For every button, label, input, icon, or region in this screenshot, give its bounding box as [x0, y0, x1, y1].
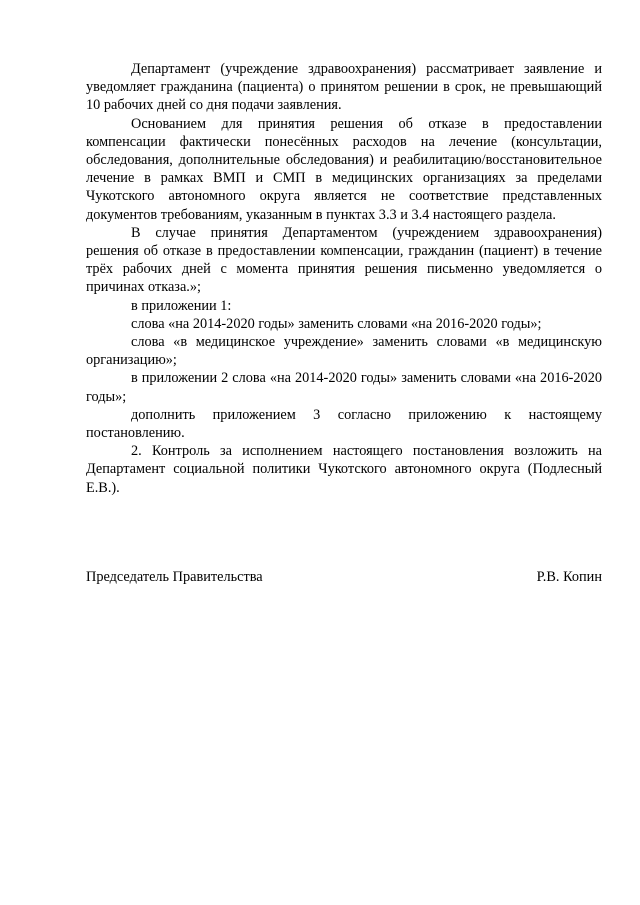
signature-block — [86, 568, 602, 586]
signatory-position: Председатель Правительства — [86, 569, 263, 585]
paragraph-review-term: Департамент (учреждение здравоохранения) рассматривает заявление и уведомляет гражданина (пациента) о принятом решении в срок, не превышающий 10 рабочих дней со дня подачи заявления. — [86, 61, 602, 114]
paragraph-refusal-notice: В случае принятия Департаментом (учреждением здравоохранения) решения об отказе в предоставлении компенсации, гражданин (пациент) в течение трёх рабочих дней с момента принятия решения письменно уведомляется о причинах отказа.»; — [86, 224, 602, 296]
document-body — [86, 60, 602, 497]
paragraph-add-appendix-3: дополнить приложением 3 согласно приложению к настоящему постановлению. — [86, 406, 602, 442]
paragraph-appendix-1-organization: слова «в медицинское учреждение» заменить словами «в медицинскую организацию»; — [86, 334, 602, 369]
paragraph-control: 2. Контроль за исполнением настоящего постановления возложить на Департамент социальной политики Чукотского автономного округа (Подлесный Е.В.). — [86, 443, 602, 496]
paragraph-appendix-2-years: в приложении 2 слова «на 2014-2020 годы» заменить словами «на 2016-2020 годы»; — [86, 370, 602, 405]
paragraph-appendix-1-heading: в приложении 1: — [131, 297, 232, 314]
signatory-name: Р.В. Копин — [536, 569, 602, 585]
paragraph-refusal-grounds: Основанием для принятия решения об отказе в предоставлении компенсации фактически понесённых расходов на лечение (консультации, обследования, дополнительные обследования) и реабилитацию/восстановительное лечение в рамках ВМП и СМП в медицинских организациях за пределами Чукотского автономного округа является не соответствие представленных документов требованиям, указанным в пунктах 3.3 и 3.4 настоящего раздела. — [86, 115, 602, 223]
paragraph-appendix-1-years: слова «на 2014-2020 годы» заменить словами «на 2016-2020 годы»; — [131, 315, 542, 332]
